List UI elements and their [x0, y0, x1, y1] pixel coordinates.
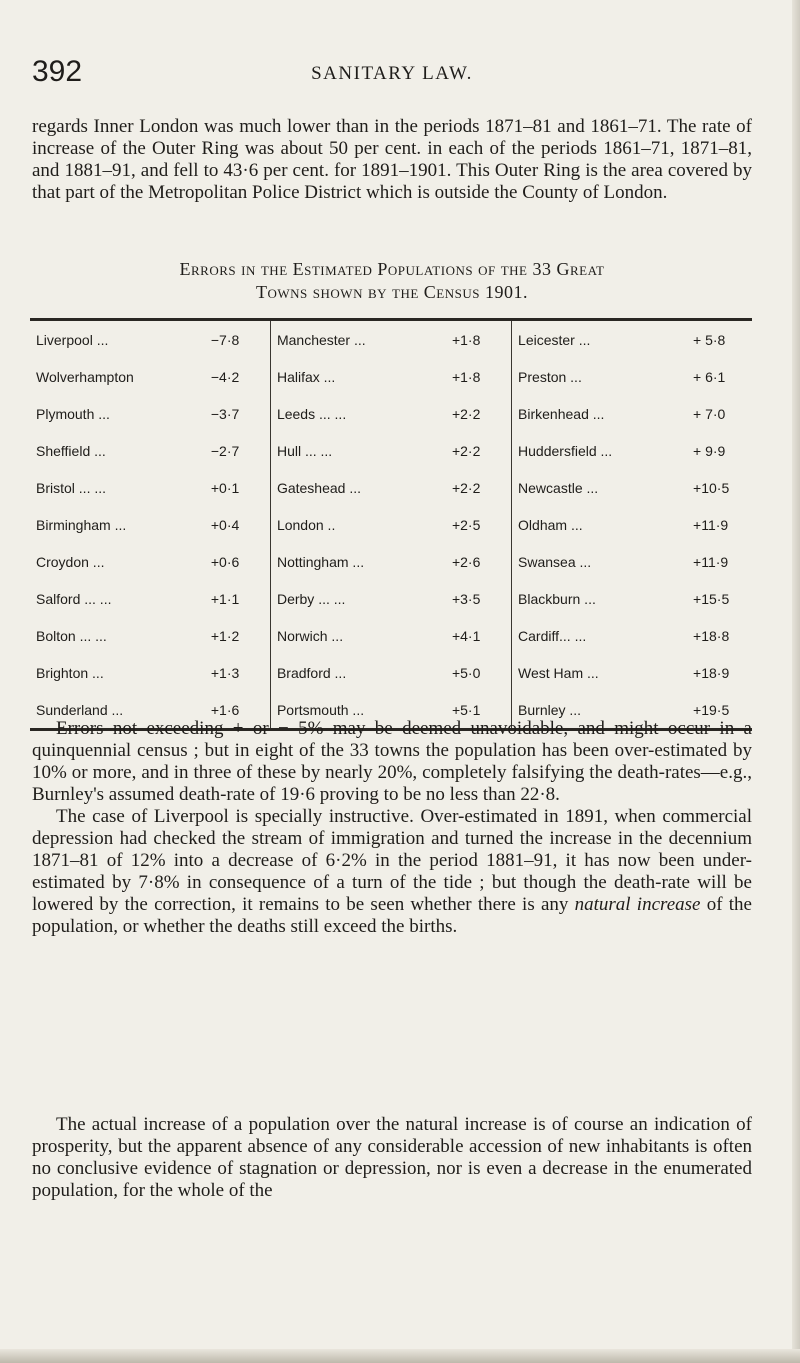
error-percent: −2·7	[205, 432, 271, 469]
town-name: Brighton ...	[36, 664, 104, 681]
town-name: Halifax ...	[270, 358, 446, 395]
town-name: Bradford ...	[270, 654, 446, 691]
town-name: Manchester ...	[270, 320, 446, 359]
town-name: Bristol ... ...	[36, 479, 107, 496]
error-percent: +15·5	[693, 590, 730, 607]
table-row	[30, 395, 752, 432]
town-name: Gateshead ...	[270, 469, 446, 506]
table-row	[30, 543, 752, 580]
town-name: Leicester ...	[512, 320, 688, 359]
town-name: Sheffield ...	[36, 442, 106, 459]
table-title-line-1: Errors in the Estimated Populations of the 33 Great	[179, 259, 605, 279]
paragraph-3-italic: natural increase	[574, 894, 701, 915]
error-percent: + 5·8	[693, 331, 726, 348]
table-row	[30, 320, 752, 359]
table-title-line-2: Towns shown by the Census 1901.	[256, 282, 528, 302]
town-name: Croydon ...	[36, 553, 105, 570]
error-percent: +1·2	[205, 617, 271, 654]
page-number: 392	[32, 55, 83, 88]
error-percent: +1·8	[446, 358, 512, 395]
page-edge-right	[792, 0, 800, 1363]
error-percent: −7·8	[205, 320, 271, 359]
town-name: Birkenhead ...	[512, 395, 688, 432]
error-percent: +2·2	[446, 395, 512, 432]
town-name: Norwich ...	[270, 617, 446, 654]
error-percent: +18·9	[693, 664, 730, 681]
error-percent: −3·7	[205, 395, 271, 432]
town-name: Liverpool ...	[36, 331, 109, 348]
error-percent: +18·8	[693, 627, 730, 644]
town-name: Wolverhampton	[36, 368, 134, 385]
error-percent: +1·3	[205, 654, 271, 691]
error-percent: +1·6	[205, 691, 271, 730]
error-percent: + 6·1	[693, 368, 726, 385]
table-row	[30, 580, 752, 617]
error-percent: +11·9	[693, 553, 729, 570]
town-name: Portsmouth ...	[270, 691, 446, 730]
error-percent: +0·4	[205, 506, 271, 543]
error-percent: + 7·0	[693, 405, 726, 422]
paragraph-4: The actual increase of a population over the natural increase is of course an indication of prosperity, but the apparent absence of any considerable accession of new inhabitants is often no conclusive evidence of stagnation or depression, nor is even a decrease in the enumerated population, for the whole of the	[32, 1114, 752, 1201]
paragraph-3	[32, 806, 752, 938]
error-percent: −4·2	[205, 358, 271, 395]
paragraph-3-text-b: of the population, or whether the deaths still exceed the births.	[32, 894, 752, 937]
error-percent: +2·2	[446, 432, 512, 469]
error-percent: +3·5	[446, 580, 512, 617]
town-name: Derby ... ...	[270, 580, 446, 617]
paragraph-1: regards Inner London was much lower than in the periods 1871–81 and 1861–71. The rate of increase of the Outer Ring was about 50 per cent. in each of the periods 1861–71, 1871–81, and 1881–91, and fell to 43·6 per cent. for 1891–1901. This Outer Ring is the area covered by that part of the Metropolitan Police District which is outside the County of London.	[32, 116, 752, 203]
town-name: Nottingham ...	[270, 543, 446, 580]
town-name: Bolton ... ...	[36, 627, 107, 644]
error-percent: +2·2	[446, 469, 512, 506]
error-percent: +19·5	[693, 701, 730, 718]
error-percent: +0·1	[205, 469, 271, 506]
table-row	[30, 506, 752, 543]
population-errors-table	[30, 318, 752, 731]
town-name: Plymouth ...	[36, 405, 110, 422]
error-percent: +1·1	[205, 580, 271, 617]
town-name: Burnley ...	[512, 691, 688, 730]
town-name: Blackburn ...	[512, 580, 688, 617]
paragraph-2: Errors not exceeding + or − 5% may be deemed unavoidable, and might occur in a quinquennial census ; but in eight of the 33 towns the population has been over-estimated by 10% or more, and in three of these by nearly 20%, completely falsifying the death-rates—e.g., Burnley's assumed death-rate of 19·6 proving to be no less than 22·8.	[32, 718, 752, 805]
table-row	[30, 469, 752, 506]
error-percent: +1·8	[446, 320, 512, 359]
error-percent: +2·5	[446, 506, 512, 543]
town-name: Cardiff... ...	[512, 617, 688, 654]
error-percent: +2·6	[446, 543, 512, 580]
table-row	[30, 432, 752, 469]
error-percent: +4·1	[446, 617, 512, 654]
town-name: Birmingham ...	[36, 516, 127, 533]
running-head: SANITARY LAW.	[311, 63, 473, 84]
town-name: Leeds ... ...	[270, 395, 446, 432]
town-name: Sunderland ...	[36, 701, 124, 718]
town-name: Oldham ...	[512, 506, 688, 543]
error-percent: +5·0	[446, 654, 512, 691]
town-name: Salford ... ...	[36, 590, 112, 607]
page-header	[32, 54, 752, 94]
town-name: West Ham ...	[512, 654, 688, 691]
town-name: Huddersfield ...	[512, 432, 688, 469]
town-name: Newcastle ...	[512, 469, 688, 506]
town-name: Swansea ...	[512, 543, 688, 580]
town-name: Hull ... ...	[270, 432, 446, 469]
town-name: London ..	[270, 506, 446, 543]
town-name: Preston ...	[512, 358, 688, 395]
table-row	[30, 654, 752, 691]
table-row	[30, 617, 752, 654]
error-percent: + 9·9	[693, 442, 726, 459]
table-row	[30, 358, 752, 395]
error-percent: +11·9	[693, 516, 729, 533]
error-percent: +0·6	[205, 543, 271, 580]
paragraph-3-text-a: The case of Liverpool is specially instructive. Over-estimated in 1891, when commercial depression had checked the stream of immigration and turned the increase in the decennium 1871–81 of 12% into a decrease of 6·2% in the period 1881–91, it has now been under-estimated by 7·8% in consequence of a turn of the tide ; but though the death-rate will be lowered by the correction, it remains to be seen whether there is any	[32, 806, 752, 915]
error-percent: +10·5	[693, 479, 730, 496]
table-title	[32, 258, 752, 304]
error-percent: +5·1	[446, 691, 512, 730]
page-edge-bottom	[0, 1349, 800, 1363]
